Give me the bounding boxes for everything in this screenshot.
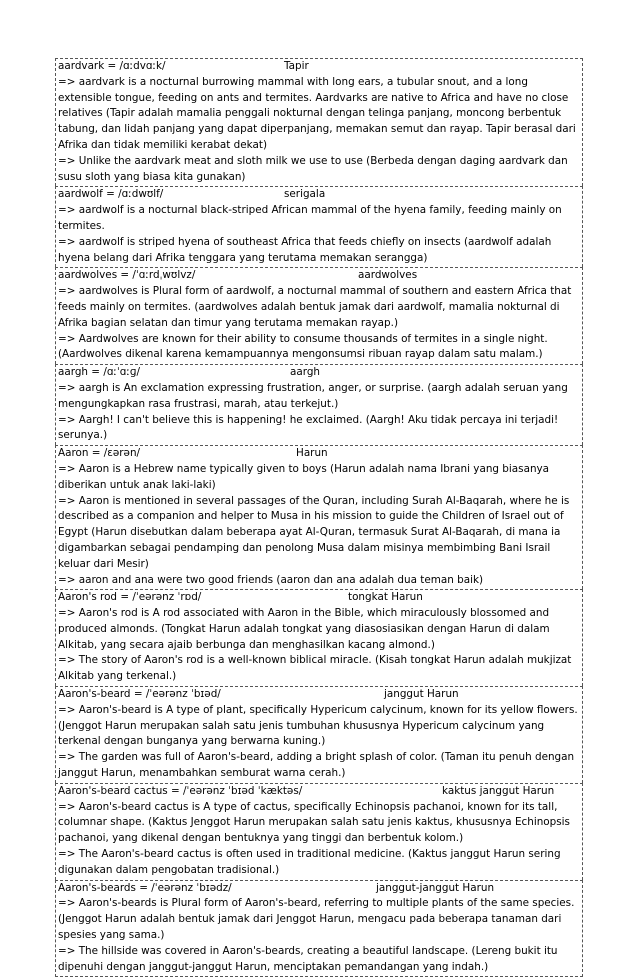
entry-header [58,784,580,800]
entry-term: Aaron = /ɛərən/ [58,447,141,460]
entry-translation: aardwolves [358,269,418,282]
entry-definition-line: => aardwolf is a nocturnal black-striped African mammal of the hyena family, feeding mainly on termites. [58,204,562,232]
entry-header [58,59,580,75]
entry-header [58,446,580,462]
entry-translation: kaktus janggut Harun [442,784,555,797]
entry-definition-line: => The story of Aaron's rod is a well-known biblical miracle. (Kisah tongkat Harun adalah mukjizat Alkitab yang terkenal.) [58,654,572,683]
entry-term: Aaron's-beard = /ˈeərənz ˈbɪəd/ [58,688,221,701]
entry-definition-line: => Aaron is mentioned in several passages of the Quran, including Surah Al-Baqarah, where he is described as a companion and helper to Musa in his mission to guide the Children of Israel out of Egypt (Harun disebutkan dalam beberapa ayat Al-Quran, termasuk Surat Al-Baqarah, di mana ia digambarkan sebagai pendamping dan penolong Musa dalam misinya membimbing Bani Israil keluar dari Mesir) [58,494,570,570]
entry-definition-line: => Aaron's-beards is Plural form of Aaron's-beard, referring to multiple plants of the same species. (Jenggot Harun adalah bentuk jamak dari Jenggot Harun, mengacu pada beberapa tanaman dari spesies yang sama.) [58,897,575,942]
entry-translation: Tapir [284,60,309,72]
dictionary-entry [55,186,583,267]
entry-term: aargh = /ɑːˈɑːɡ/ [58,366,140,379]
entry-definition-line: => Aardwolves are known for their ability to consume thousands of termites in a single night. (Aardwolves dikenal karena kemampuannya mengonsumsi ribuan rayap dalam satu malam.) [58,332,548,361]
entry-definition-line: => Aaron's rod is A rod associated with Aaron in the Bible, which miraculously blossomed and produced almonds. (Tongkat Harun adalah tongkat yang diasosiasikan dengan Harun di dalam Alkitab, yang secara ajaib berbunga dan menghasilkan kacang almond.) [58,607,550,651]
entry-definition-line: => aaron and ana were two good friends (aaron dan ana adalah dua teman baik) [58,573,484,586]
entry-definition-line: => aardvark is a nocturnal burrowing mammal with long ears, a tubular snout, and a long extensible tongue, feeding on ants and termites. Aardvarks are native to Africa and have no close relatives (Tapir adalah mamalia penggali nokturnal dengan telinga panjang, moncong berbentuk tabung, dan lidah panjang yang dapat diperpanjang, memakan semut dan rayap. Tapir berasal dari Afrika dan tidak memiliki kerabat dekat) [58,75,576,151]
entry-definition-line: => aardwolf is striped hyena of southeast Africa that feeds chiefly on insects (aardwolf adalah hyena belang dari Afrika tenggara yang terutama memakan serangga) [58,235,552,264]
entry-translation: janggut Harun [384,688,459,701]
dictionary-entry [55,445,583,589]
entry-header [58,881,580,897]
entry-definition-line: => Aaron's-beard is A type of plant, specifically Hypericum calycinum, known for its yellow flowers. (Jenggot Harun merupakan salah satu jenis tumbuhan khususnya Hypericum calycinum yang terkenal dengan bunganya yang berwarna kuning.) [58,703,578,748]
entry-term: Aaron's-beards = /ˈeərənz ˈbɪədz/ [58,881,232,894]
entry-translation: tongkat Harun [348,591,423,604]
dictionary-list [55,58,583,977]
entry-definition-line: => aargh is An exclamation expressing frustration, anger, or surprise. (aargh adalah seruan yang mengungkapkan rasa frustrasi, marah, atau terkejut.) [58,381,568,410]
entry-translation: Harun [296,447,328,460]
entry-header [58,268,580,284]
entry-definition-line: => aardwolves is Plural form of aardwolf, a nocturnal mammal of southern and eastern Africa that feeds mainly on termites. (aardwolves adalah bentuk jamak dari aardwolf, mamalia nokturnal di Afrika bagian selatan dan timur yang terutama memakan rayap.) [58,285,572,329]
dictionary-entry [55,880,583,977]
dictionary-entry [55,364,583,445]
entry-definition-line: => Unlike the aardvark meat and sloth milk we use to use (Berbeda dengan daging aardvark dan susu sloth yang biasa kita gunakan) [58,154,568,183]
dictionary-entry [55,267,583,364]
entry-header [58,687,580,703]
dictionary-entry [55,783,583,880]
dictionary-entry [55,589,583,686]
entry-term: Aaron's rod = /ˈeərənz ˈrɒd/ [58,591,202,604]
entry-term: aardvark = /ɑːdvɑːk/ [58,60,166,72]
entry-definition-line: => Aargh! I can't believe this is happening! he exclaimed. (Aargh! Aku tidak percaya ini terjadi! serunya.) [58,413,559,442]
entry-definition-line: => Aaron's-beard cactus is A type of cactus, specifically Echinopsis pachanoi, known for its tall, columnar shape. (Kaktus Jenggot Harun merupakan salah satu jenis kaktus, khususnya Echinopsis pachanoi, yang dikenal dengan bentuknya yang tinggi dan berbentuk kolom.) [58,800,570,845]
entry-header [58,365,580,381]
entry-definition-line: => The garden was full of Aaron's-beard, adding a bright splash of color. (Taman itu penuh dengan janggut Harun, menambahkan semburat warna cerah.) [58,751,575,780]
entry-definition-line: => Aaron is a Hebrew name typically given to boys (Harun adalah nama Ibrani yang biasanya diberikan untuk anak laki-laki) [58,462,550,491]
entry-term: aardwolf = /ɑːdwʊlf/ [58,188,164,201]
dictionary-entry [55,686,583,783]
entry-header [58,590,580,606]
entry-translation: aargh [290,366,321,379]
entry-definition-line: => The hillside was covered in Aaron's-beards, creating a beautiful landscape. (Lereng bukit itu dipenuhi dengan janggut-janggut Harun, menciptakan pemandangan yang indah.) [58,944,558,973]
entry-term: Aaron's-beard cactus = /ˈeərənz ˈbɪəd ˈkæktəs/ [58,784,303,797]
entry-definition-line: => The Aaron's-beard cactus is often used in traditional medicine. (Kaktus janggut Harun sering digunakan dalam pengobatan tradisional.) [58,848,561,876]
dictionary-entry [55,58,583,186]
entry-term: aardwolves = /ˈɑːrdˌwʊlvz/ [58,269,196,282]
entry-translation: janggut-janggut Harun [376,881,495,894]
entry-translation: serigala [284,188,326,201]
entry-header [58,187,580,203]
